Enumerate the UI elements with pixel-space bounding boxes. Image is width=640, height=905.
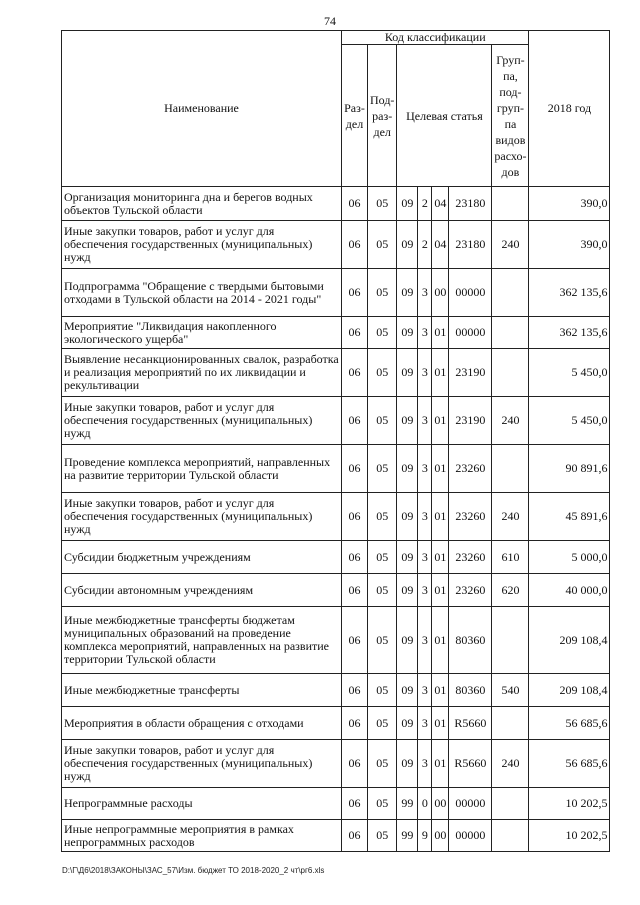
row-target-program: 99 xyxy=(397,820,418,852)
row-target-direction: 23260 xyxy=(449,445,492,493)
header-name: Наименование xyxy=(62,31,342,187)
row-target-subprogram: 3 xyxy=(418,445,432,493)
row-section: 06 xyxy=(342,707,368,740)
row-amount: 5 000,0 xyxy=(529,541,610,574)
footer-file-path: D:\Г\Д6\2018\ЗАКОНЫ\ЗАС_57\Изм. бюджет ТО 2018-2020_2 чт\рг6.xls xyxy=(62,866,325,875)
row-expense-type: 240 xyxy=(492,221,529,269)
row-target-program: 09 xyxy=(397,493,418,541)
row-subsection: 05 xyxy=(368,674,397,707)
row-expense-type: 620 xyxy=(492,574,529,607)
table-row xyxy=(62,740,610,788)
row-name: Иные межбюджетные трансферты xyxy=(62,674,342,707)
row-expense-type xyxy=(492,187,529,221)
row-subsection: 05 xyxy=(368,269,397,317)
row-target-subprogram: 2 xyxy=(418,187,432,221)
row-subsection: 05 xyxy=(368,740,397,788)
row-name: Проведение комплекса мероприятий, направленных на развитие территории Тульской области xyxy=(62,445,342,493)
row-expense-type xyxy=(492,269,529,317)
row-name: Подпрограмма "Обращение с твердыми бытовыми отходами в Тульской области на 2014 - 2021 годы" xyxy=(62,269,342,317)
row-expense-type: 240 xyxy=(492,493,529,541)
row-section: 06 xyxy=(342,788,368,820)
row-target-direction: 00000 xyxy=(449,820,492,852)
row-target-event: 01 xyxy=(432,493,449,541)
row-amount: 10 202,5 xyxy=(529,820,610,852)
table-row xyxy=(62,541,610,574)
row-target-event: 01 xyxy=(432,740,449,788)
row-target-subprogram: 3 xyxy=(418,269,432,317)
row-section: 06 xyxy=(342,820,368,852)
row-subsection: 05 xyxy=(368,187,397,221)
row-target-direction: 00000 xyxy=(449,788,492,820)
row-expense-type xyxy=(492,707,529,740)
row-target-subprogram: 3 xyxy=(418,349,432,397)
row-amount: 90 891,6 xyxy=(529,445,610,493)
row-section: 06 xyxy=(342,574,368,607)
row-section: 06 xyxy=(342,349,368,397)
row-section: 06 xyxy=(342,740,368,788)
row-section: 06 xyxy=(342,269,368,317)
row-target-program: 09 xyxy=(397,397,418,445)
row-amount: 45 891,6 xyxy=(529,493,610,541)
row-target-program: 09 xyxy=(397,445,418,493)
row-amount: 390,0 xyxy=(529,221,610,269)
row-target-event: 00 xyxy=(432,820,449,852)
header-section: Раз- дел xyxy=(342,45,368,187)
row-target-program: 09 xyxy=(397,349,418,397)
row-target-event: 00 xyxy=(432,788,449,820)
row-section: 06 xyxy=(342,674,368,707)
row-target-direction: 80360 xyxy=(449,607,492,674)
row-target-event: 01 xyxy=(432,445,449,493)
row-subsection: 05 xyxy=(368,221,397,269)
header-target: Целевая статья xyxy=(397,45,492,187)
row-target-subprogram: 3 xyxy=(418,397,432,445)
row-target-event: 01 xyxy=(432,574,449,607)
row-name: Мероприятие "Ликвидация накопленного экологического ущерба" xyxy=(62,317,342,349)
header-year: 2018 год xyxy=(529,31,610,187)
row-expense-type: 240 xyxy=(492,397,529,445)
row-amount: 56 685,6 xyxy=(529,707,610,740)
row-subsection: 05 xyxy=(368,607,397,674)
row-section: 06 xyxy=(342,541,368,574)
row-amount: 209 108,4 xyxy=(529,607,610,674)
row-target-direction: 23260 xyxy=(449,493,492,541)
table-row xyxy=(62,493,610,541)
row-amount: 362 135,6 xyxy=(529,317,610,349)
row-target-direction: 23190 xyxy=(449,397,492,445)
row-target-program: 09 xyxy=(397,707,418,740)
row-subsection: 05 xyxy=(368,445,397,493)
row-target-subprogram: 9 xyxy=(418,820,432,852)
row-name: Субсидии автономным учреждениям xyxy=(62,574,342,607)
row-expense-type xyxy=(492,349,529,397)
row-target-subprogram: 3 xyxy=(418,574,432,607)
row-expense-type xyxy=(492,317,529,349)
table-body xyxy=(62,187,610,852)
row-target-event: 00 xyxy=(432,269,449,317)
row-target-subprogram: 3 xyxy=(418,317,432,349)
row-section: 06 xyxy=(342,221,368,269)
row-name: Иные непрограммные мероприятия в рамках непрограммных расходов xyxy=(62,820,342,852)
row-target-direction: 00000 xyxy=(449,317,492,349)
table-row xyxy=(62,221,610,269)
table-row xyxy=(62,187,610,221)
row-section: 06 xyxy=(342,187,368,221)
table-row xyxy=(62,574,610,607)
row-target-subprogram: 3 xyxy=(418,493,432,541)
row-target-event: 01 xyxy=(432,349,449,397)
row-section: 06 xyxy=(342,493,368,541)
row-name: Иные закупки товаров, работ и услуг для обеспечения государственных (муниципальных) нужд xyxy=(62,493,342,541)
row-target-program: 09 xyxy=(397,740,418,788)
table-row xyxy=(62,674,610,707)
row-name: Иные закупки товаров, работ и услуг для обеспечения государственных (муниципальных) нужд xyxy=(62,397,342,445)
row-target-subprogram: 3 xyxy=(418,740,432,788)
row-amount: 209 108,4 xyxy=(529,674,610,707)
row-target-event: 01 xyxy=(432,674,449,707)
row-target-program: 09 xyxy=(397,187,418,221)
table-row xyxy=(62,269,610,317)
row-expense-type: 240 xyxy=(492,740,529,788)
row-target-event: 04 xyxy=(432,221,449,269)
table-row xyxy=(62,788,610,820)
header-subsection: Под- раз- дел xyxy=(368,45,397,187)
row-subsection: 05 xyxy=(368,317,397,349)
row-target-program: 99 xyxy=(397,788,418,820)
row-expense-type: 540 xyxy=(492,674,529,707)
row-subsection: 05 xyxy=(368,493,397,541)
row-target-direction: R5660 xyxy=(449,740,492,788)
table-row xyxy=(62,707,610,740)
row-amount: 5 450,0 xyxy=(529,349,610,397)
row-amount: 40 000,0 xyxy=(529,574,610,607)
row-target-subprogram: 0 xyxy=(418,788,432,820)
row-target-direction: 00000 xyxy=(449,269,492,317)
row-target-subprogram: 2 xyxy=(418,221,432,269)
row-target-direction: 23190 xyxy=(449,349,492,397)
row-target-program: 09 xyxy=(397,541,418,574)
row-name: Субсидии бюджетным учреждениям xyxy=(62,541,342,574)
row-subsection: 05 xyxy=(368,574,397,607)
row-amount: 10 202,5 xyxy=(529,788,610,820)
table-row xyxy=(62,349,610,397)
page-number: 74 xyxy=(324,14,336,28)
row-target-program: 09 xyxy=(397,674,418,707)
row-target-subprogram: 3 xyxy=(418,707,432,740)
row-section: 06 xyxy=(342,397,368,445)
row-amount: 5 450,0 xyxy=(529,397,610,445)
row-target-direction: 23180 xyxy=(449,187,492,221)
row-target-program: 09 xyxy=(397,269,418,317)
row-amount: 390,0 xyxy=(529,187,610,221)
table-row xyxy=(62,607,610,674)
row-target-program: 09 xyxy=(397,574,418,607)
row-name: Иные закупки товаров, работ и услуг для обеспечения государственных (муниципальных) нужд xyxy=(62,740,342,788)
row-section: 06 xyxy=(342,607,368,674)
row-subsection: 05 xyxy=(368,820,397,852)
row-target-direction: 80360 xyxy=(449,674,492,707)
row-target-direction: 23180 xyxy=(449,221,492,269)
row-target-subprogram: 3 xyxy=(418,607,432,674)
row-target-program: 09 xyxy=(397,607,418,674)
row-expense-type: 610 xyxy=(492,541,529,574)
table-row xyxy=(62,820,610,852)
header-code: Код классификации xyxy=(342,31,529,45)
row-target-event: 01 xyxy=(432,541,449,574)
row-name: Непрограммные расходы xyxy=(62,788,342,820)
row-target-program: 09 xyxy=(397,317,418,349)
row-expense-type xyxy=(492,607,529,674)
row-expense-type xyxy=(492,788,529,820)
table-row xyxy=(62,445,610,493)
row-target-direction: 23260 xyxy=(449,574,492,607)
row-target-event: 01 xyxy=(432,397,449,445)
row-expense-type xyxy=(492,820,529,852)
row-subsection: 05 xyxy=(368,707,397,740)
table-row xyxy=(62,317,610,349)
row-target-event: 01 xyxy=(432,707,449,740)
header-group: Груп- па, под- груп- па видов расхо- дов xyxy=(492,45,529,187)
row-subsection: 05 xyxy=(368,349,397,397)
row-name: Выявление несанкционированных свалок, разработка и реализация мероприятий по их ликвидации и рекультивации xyxy=(62,349,342,397)
row-target-direction: 23260 xyxy=(449,541,492,574)
row-subsection: 05 xyxy=(368,541,397,574)
row-section: 06 xyxy=(342,445,368,493)
row-amount: 362 135,6 xyxy=(529,269,610,317)
table-row xyxy=(62,397,610,445)
row-name: Иные межбюджетные трансферты бюджетам муниципальных образований на проведение комплекса мероприятий, направленных на развитие территории Тульской области xyxy=(62,607,342,674)
row-name: Организация мониторинга дна и берегов водных объектов Тульской области xyxy=(62,187,342,221)
row-target-program: 09 xyxy=(397,221,418,269)
row-subsection: 05 xyxy=(368,397,397,445)
row-target-event: 01 xyxy=(432,607,449,674)
row-name: Иные закупки товаров, работ и услуг для обеспечения государственных (муниципальных) нужд xyxy=(62,221,342,269)
row-subsection: 05 xyxy=(368,788,397,820)
row-target-direction: R5660 xyxy=(449,707,492,740)
row-target-subprogram: 3 xyxy=(418,674,432,707)
row-target-event: 01 xyxy=(432,317,449,349)
row-section: 06 xyxy=(342,317,368,349)
row-target-event: 04 xyxy=(432,187,449,221)
row-amount: 56 685,6 xyxy=(529,740,610,788)
budget-table xyxy=(61,30,610,852)
row-target-subprogram: 3 xyxy=(418,541,432,574)
row-name: Мероприятия в области обращения с отходами xyxy=(62,707,342,740)
row-expense-type xyxy=(492,445,529,493)
